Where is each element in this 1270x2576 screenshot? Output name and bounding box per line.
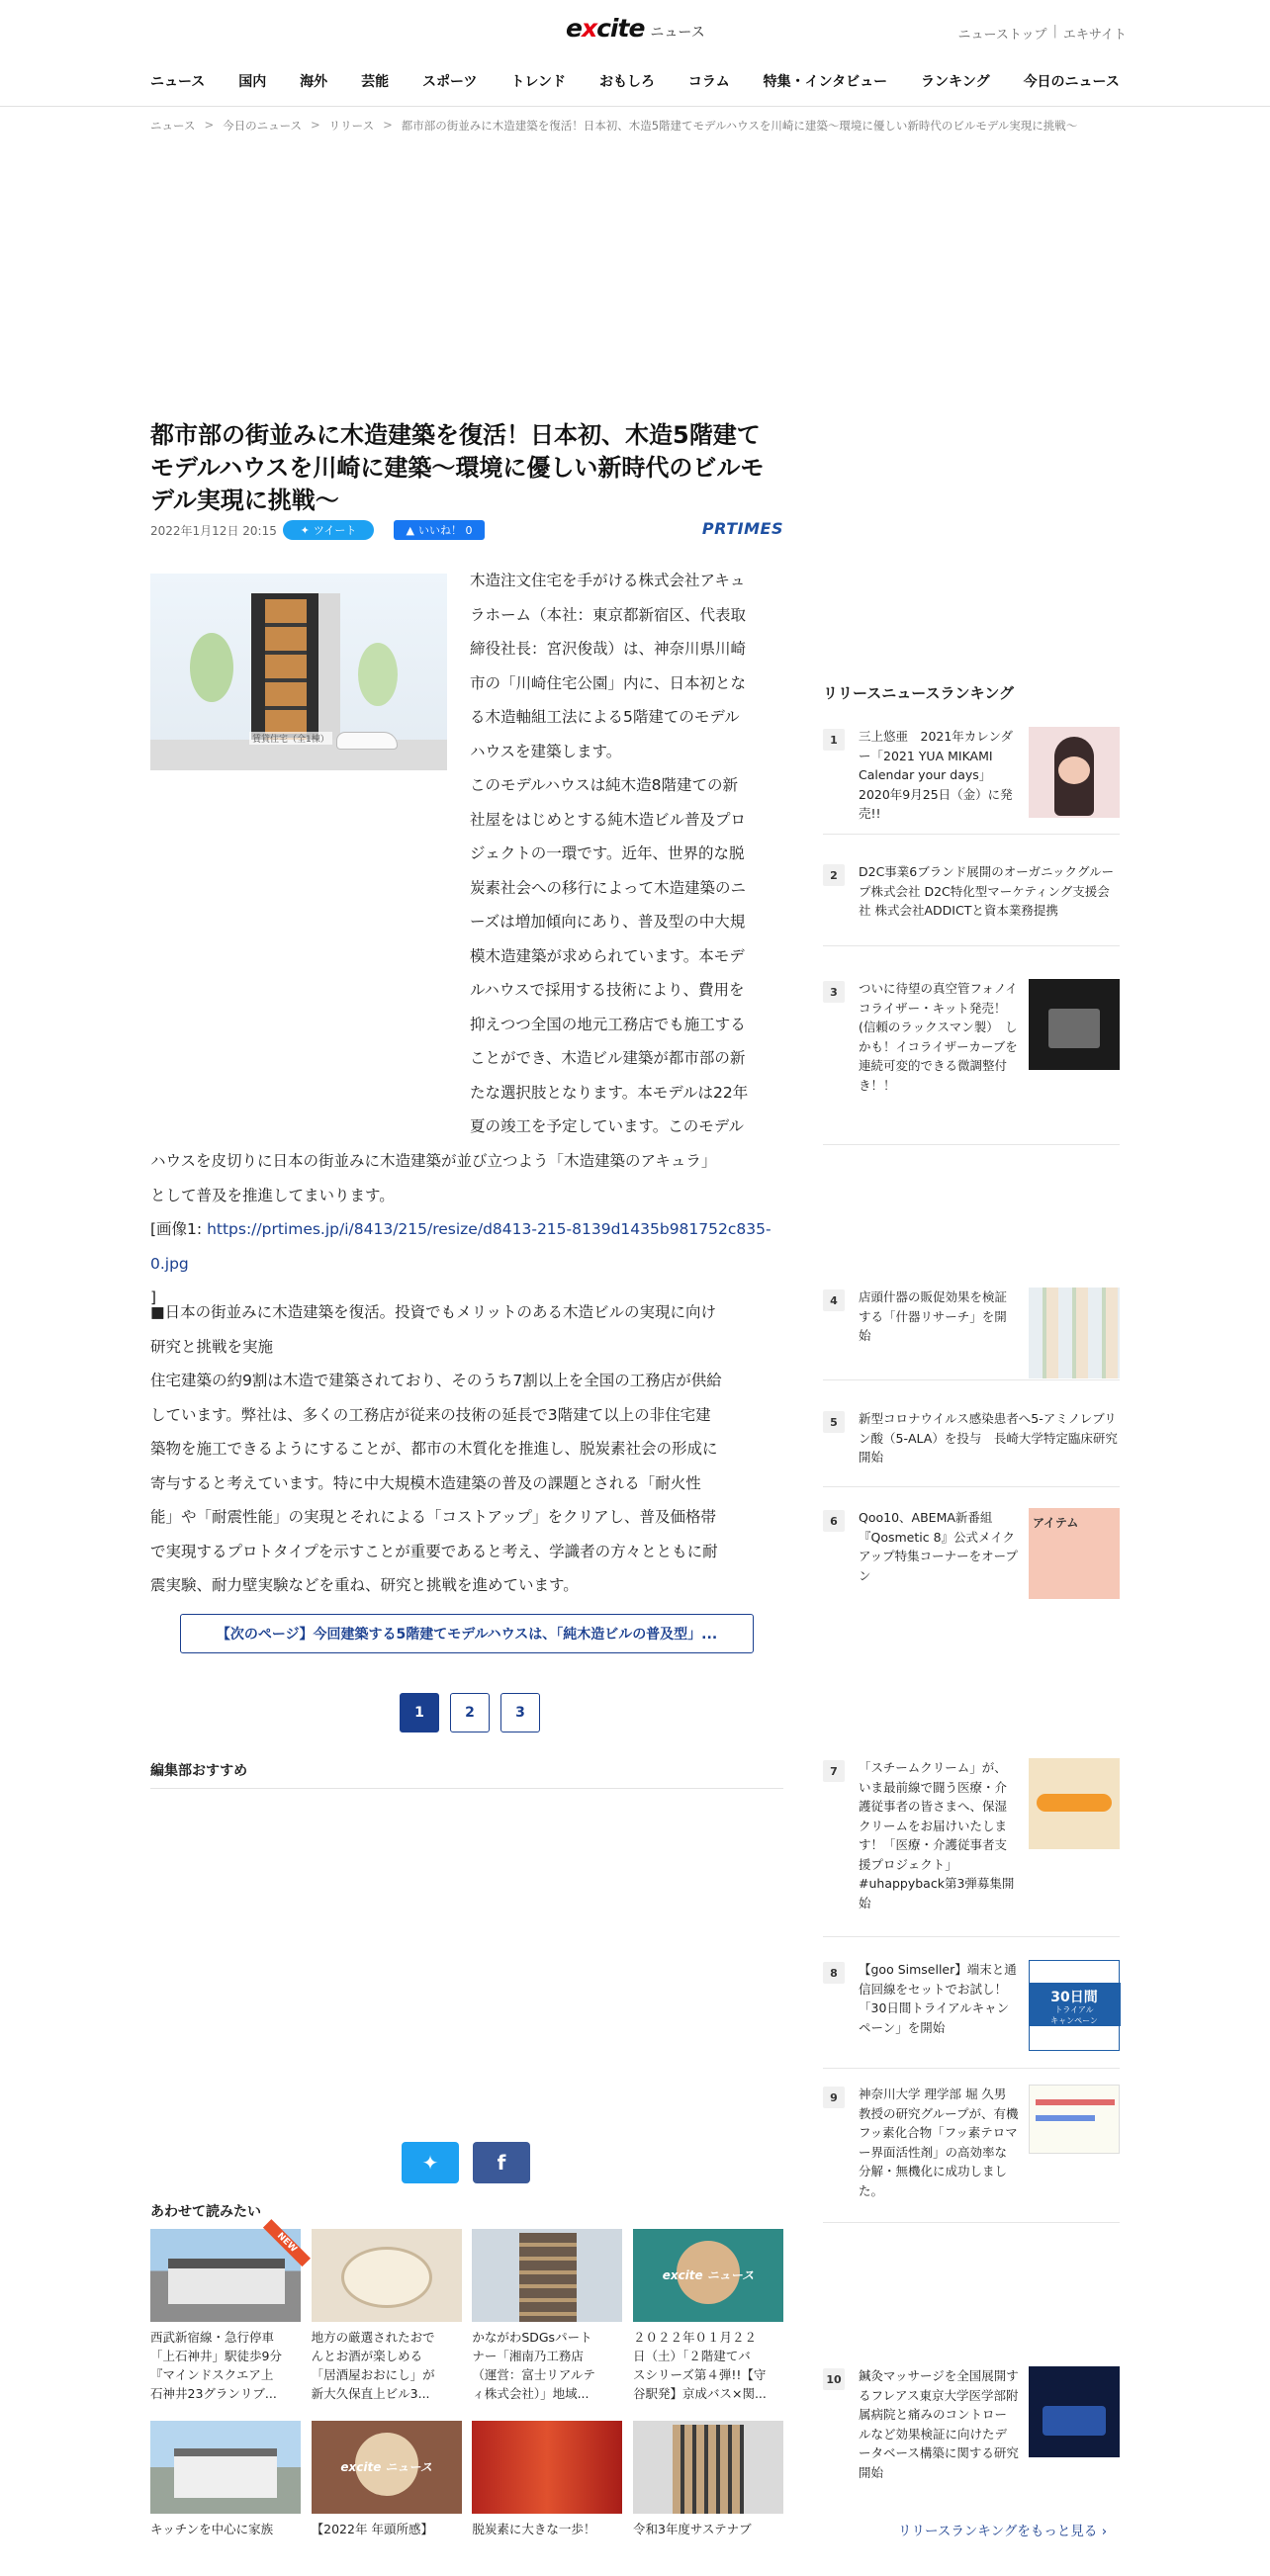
ranking-item-6[interactable]: [823, 1508, 1120, 1617]
rank-text: 新型コロナウイルス感染患者へ5-アミノレブリン酸（5-ALA）を投与 長崎大学特定臨床研究開始: [859, 1411, 1118, 1465]
rank-thumbnail: [1029, 2366, 1120, 2457]
text-line: 炭素社会への移行によって木造建築のニ: [470, 878, 747, 897]
excite-watermark: excite ニュース: [662, 2268, 755, 2282]
prtimes-logo[interactable]: PRTIMES: [701, 519, 783, 538]
related-card[interactable]: [150, 2421, 301, 2576]
related-thumbnail: [633, 2421, 783, 2514]
text-line: 模木造建築が求められています。本モデ: [470, 946, 745, 965]
ranking-title: リリースニュースランキング: [823, 684, 1015, 702]
device-shape: [1043, 2406, 1106, 2436]
rank-thumbnail: [1029, 1508, 1120, 1599]
text-line: 締役社長：宮沢俊哉）は、神奈川県川崎: [470, 640, 747, 658]
related-text: ２０２２年０１月２２ 日（土）「２階建てバ スシリーズ第４弾!!【守 谷駅発】京成バス×関...: [632, 2330, 767, 2401]
rank-thumbnail: [1029, 2085, 1120, 2154]
rank-thumbnail: [1029, 1758, 1120, 1849]
article-title: 都市部の街並みに木造建築を復活！日本初、木造5階建てモデルハウスを川崎に建築～環境に優しい新時代のビルモデル実現に挑戦～: [150, 421, 765, 514]
nav-entertainment[interactable]: 芸能: [361, 74, 390, 90]
section-heading-line: ■日本の街並みに木造建築を復活。投資でもメリットのある木造ビルの実現に向け: [150, 1303, 717, 1321]
editor-pick-heading: 編集部おすすめ: [150, 1763, 248, 1779]
related-text: 脱炭素に大きな一歩！: [472, 2522, 596, 2536]
text-line: 能」や「耐震性能」の実現とそれによる「コストアップ」をクリアし、普及価格帯: [150, 1508, 716, 1526]
article-date: 2022年1月12日 20:15: [150, 524, 277, 538]
text-line: ジェクトの一環です。近年、世界的な脱: [470, 844, 745, 862]
rank-number: 10: [823, 2368, 845, 2390]
text-line: 抑えつつ全国の地元工務店でも施工する: [470, 1015, 746, 1033]
rank-number: 3: [823, 981, 845, 1003]
rank-number: 6: [823, 1510, 845, 1532]
related-text: 地方の厳選されたおで んとお酒が楽しめる 「居酒屋おおにし」が 新大久保直上ビル3...: [311, 2330, 435, 2401]
excite-link[interactable]: エキサイト: [1062, 28, 1127, 43]
nav-feature[interactable]: 特集・インタビュー: [763, 74, 888, 90]
share-twitter-button[interactable]: [402, 2142, 459, 2183]
face-shape: [1058, 756, 1090, 784]
image-ref-prefix: [画像1:: [150, 1220, 208, 1238]
rank-text: 店頭什器の販促効果を検証する「什器リサーチ」を開始: [859, 1289, 1008, 1343]
tweet-label: ツイート: [313, 524, 357, 537]
ranking-item-2[interactable]: [823, 862, 1120, 946]
like-button[interactable]: [394, 520, 485, 540]
related-row-2: [150, 2421, 783, 2576]
nav-domestic[interactable]: 国内: [238, 74, 267, 90]
logo-sub: ニュース: [650, 25, 705, 41]
article-meta: [150, 519, 783, 541]
related-card[interactable]: [472, 2229, 622, 2401]
global-nav: [150, 71, 1120, 91]
related-text: 令和3年度サステナブ: [632, 2522, 752, 2536]
pagination: [400, 1693, 540, 1732]
house-shape: [168, 2259, 285, 2304]
thumb-label: 30日間: [1050, 1990, 1098, 2005]
nav-overseas[interactable]: 海外: [300, 74, 328, 90]
separator: |: [1052, 24, 1057, 39]
top-links: [958, 24, 1127, 43]
section-heading-line: 研究と挑戦を実施: [150, 1337, 274, 1356]
thumb-label: アイテム: [1033, 1516, 1079, 1530]
breadcrumb-arrow: >: [311, 118, 320, 132]
ranking-item-5[interactable]: [823, 1409, 1120, 1487]
site-header: [0, 0, 1270, 107]
text-line: 震実験、耐力壁実験などを重ね、研究と挑戦を進めています。: [150, 1576, 579, 1594]
thumb-sublabel: トライアル キャンペーン: [1050, 2005, 1098, 2025]
rank-text: 【goo Simseller】端末と通信回線をセットでお試し！「30日間トライアルキャンペーン」を開始: [859, 1962, 1017, 2035]
image-caption: 賃貸住宅（全1棟）: [249, 732, 332, 745]
related-thumbnail: [633, 2229, 783, 2322]
related-text: かながわSDGsパート ナー「湘南乃工務店 （運営：富士リアルテ ィ株式会社）」地域...: [472, 2330, 595, 2401]
text-line: 寄与すると考えています。特に中大規模木造建築の普及の課題とされる「耐火性: [150, 1473, 701, 1492]
more-label: リリースランキングをもっと見る: [898, 2524, 1098, 2539]
rank-number: 1: [823, 729, 845, 751]
excite-logo[interactable]: [566, 14, 705, 47]
related-card[interactable]: [312, 2421, 462, 2576]
ranking-item-10[interactable]: [823, 2366, 1120, 2485]
breadcrumb-release[interactable]: リリース: [328, 119, 375, 133]
breadcrumb: [150, 118, 1077, 133]
nav-news[interactable]: ニュース: [150, 74, 206, 90]
related-thumbnail: [312, 2421, 462, 2514]
twitter-bird-icon: ✦: [300, 523, 310, 537]
text-line: ハウスを建築します。: [470, 742, 622, 760]
text-line: 住宅建築の約9割は木造で建築されており、そのうち7割以上を全国の工務店が供給: [150, 1372, 722, 1389]
rank-text: ついに待望の真空管フォノイコライザー・キット発売！(信頼のラックスマン製） しかも！イコライザーカーブを連続可変的できる微調整付き！！: [859, 981, 1018, 1093]
rank-thumbnail: [1029, 1288, 1120, 1378]
nav-funny[interactable]: おもしろ: [598, 74, 655, 90]
car: [336, 732, 398, 750]
nav-today[interactable]: 今日のニュース: [1023, 74, 1120, 90]
rank-text: 神奈川大学 理学部 堀 久男 教授の研究グループが、有機フッ素化合物「フッ素テロマー界面活性剤」の高効率な分解・無機化に成功しました。: [859, 2087, 1019, 2198]
page-3[interactable]: 3: [500, 1693, 540, 1732]
text-line: たな選択肢となります。本モデルは22年: [470, 1083, 749, 1102]
text-line: 市の「川崎住宅公園」内に、日本初とな: [470, 673, 747, 692]
text-line: ラホーム（本社：東京都新宿区、代表取: [470, 605, 747, 624]
rank-text: 三上悠亜 2021年カレンダー「2021 YUA MIKAMI Calendar your days」2020年9月25日（金）に発売!!: [859, 729, 1013, 821]
rank-number: 5: [823, 1411, 845, 1433]
related-thumbnail: [150, 2229, 301, 2322]
rank-text: 鍼灸マッサージを全国展開するフレアス東京大学医学部附属病院と痛みのコントロールなど効果検証に向けたデータベース構築に関する研究開始: [859, 2368, 1019, 2480]
tree: [190, 633, 233, 702]
excite-watermark: excite ニュース: [340, 2460, 432, 2474]
related-thumbnail: [312, 2229, 462, 2322]
building-wood-facade: [265, 599, 307, 740]
related-text: 西武新宿線・急行停車 「上石神井」駅徒歩9分 『マインドスクエア上 石神井23グランリブ...: [150, 2330, 282, 2401]
text-line: 社屋をはじめとする純木造ビル普及プロ: [470, 810, 747, 829]
oden-bowl: [341, 2247, 432, 2308]
tweet-button[interactable]: [283, 520, 374, 540]
thumbs-up-icon: ▲: [406, 523, 414, 537]
text-line: ことができ、木造ビル建築が都市部の新: [470, 1049, 746, 1067]
text-line: 夏の竣工を予定しています。このモデル: [470, 1117, 744, 1135]
image-ref-suffix: ]: [150, 1288, 157, 1306]
share-facebook-button[interactable]: [473, 2142, 530, 2183]
like-label: いいね！ 0: [417, 524, 473, 537]
rank-number: 4: [823, 1289, 845, 1311]
ranking-item-3[interactable]: [823, 979, 1120, 1145]
image-ref-link[interactable]: https://prtimes.jp/i/8413/215/resize/d8413-215-8139d1435b981752c835-0.jpg: [150, 1220, 771, 1273]
related-card[interactable]: [311, 2229, 462, 2401]
related-card[interactable]: [472, 2421, 622, 2576]
text-line: 木造注文住宅を手がける株式会社アキュ: [470, 572, 746, 589]
facebook-f-icon: f: [497, 2151, 506, 2175]
news-top-link[interactable]: ニューストップ: [957, 28, 1047, 43]
article-section-2: [150, 1295, 784, 1603]
related-thumbnail: [472, 2229, 622, 2322]
nav-sports[interactable]: スポーツ: [422, 74, 478, 90]
rank-thumbnail: [1029, 1960, 1120, 2051]
text-line: で実現するプロトタイプを示すことが重要であると考え、学識者の方々とともに耐: [150, 1542, 718, 1560]
rank-thumbnail: [1029, 727, 1120, 818]
new-badge: NEW: [263, 2219, 311, 2266]
figure-line: [1036, 2115, 1095, 2121]
page-2[interactable]: 2: [450, 1693, 490, 1732]
related-heading: あわせて読みたい: [150, 2204, 261, 2220]
rank-text: Qoo10、ABEMA新番組『Qosmetic 8』公式メイクアップ特集コーナーをオープン: [859, 1510, 1019, 1583]
divider: [150, 1788, 783, 1789]
related-thumbnail: [150, 2421, 301, 2514]
logo-mark: excite: [566, 14, 645, 43]
article-paragraph-1-cont: [150, 1144, 784, 1315]
rank-number: 7: [823, 1760, 845, 1782]
rank-text: D2C事業6ブランド展開のオーガニックグループ株式会社 D2C特化型マーケティング支援会社 株式会社ADDICTと資本業務提携: [859, 864, 1115, 918]
rank-text: 「スチームクリーム」が、いま最前線で闘う医療・介護従事者の皆さまへ、保湿クリームをお届けいたします！「医療・介護従事者支援プロジェクト」#uhappyback第3弾募集開始: [859, 1760, 1015, 1910]
chevron-right-icon: ›: [1101, 2524, 1108, 2539]
tree: [358, 643, 398, 706]
breadcrumb-today[interactable]: 今日のニュース: [223, 119, 303, 133]
ranking-item-4[interactable]: [823, 1288, 1120, 1380]
nav-ranking[interactable]: ランキング: [921, 74, 990, 90]
related-text: 【2022年 年頭所感】: [311, 2522, 433, 2536]
next-page-button[interactable]: 【次のページ】今回建築する5階建てモデルハウスは、「純木造ビルの普及型」...: [180, 1614, 754, 1653]
related-row-1: [150, 2229, 783, 2401]
related-card[interactable]: [150, 2229, 301, 2401]
text-line: として普及を推進してまいります。: [150, 1186, 395, 1204]
house-shape: [174, 2448, 277, 2498]
building-side: [318, 593, 340, 742]
text-line: 築物を施工できるようにすることが、都市の木質化を推進し、脱炭素社会の形成に: [150, 1440, 718, 1458]
twitter-bird-icon: ✦: [421, 2151, 439, 2175]
nav-trend[interactable]: トレンド: [510, 74, 567, 90]
text-line: る木造軸組工法による5階建てのモデル: [470, 708, 740, 726]
rank-number: 8: [823, 1962, 845, 1984]
article-paragraph-1: [470, 564, 784, 1144]
text-line: このモデルハウスは純木造8階建ての新: [470, 776, 739, 794]
page-1[interactable]: 1: [400, 1693, 439, 1732]
text-line: ルハウスで採用する技術により、費用を: [470, 981, 745, 999]
amplifier-shape: [1048, 1009, 1100, 1048]
text-line: ハウスを皮切りに日本の街並みに木造建築が並び立つよう「木造建築のアキュラ」: [150, 1152, 717, 1170]
building-shape: [673, 2425, 744, 2514]
rank-number: 2: [823, 864, 845, 886]
breadcrumb-arrow: >: [204, 118, 215, 132]
text-line: しています。弊社は、多くの工務店が従来の技術の延長で3階建て以上の非住宅建: [150, 1405, 711, 1424]
rank-number: 9: [823, 2087, 845, 2108]
breadcrumb-news[interactable]: ニュース: [150, 119, 196, 133]
ranking-item-1[interactable]: [823, 727, 1120, 835]
ranking-more-link[interactable]: [898, 2520, 1107, 2539]
building-shape: [519, 2233, 577, 2322]
related-card[interactable]: [632, 2229, 783, 2401]
related-thumbnail: [472, 2421, 622, 2514]
ranking-item-7[interactable]: [823, 1758, 1120, 1937]
image-reference: [150, 1212, 784, 1281]
figure-line: [1036, 2099, 1115, 2105]
ranking-item-9[interactable]: [823, 2085, 1120, 2223]
breadcrumb-arrow: >: [383, 118, 393, 132]
banner-shape: [1037, 1794, 1112, 1812]
related-card[interactable]: [633, 2421, 783, 2576]
breadcrumb-current: 都市部の街並みに木造建築を復活！日本初、木造5階建てモデルハウスを川崎に建築～環境に優しい新時代のビルモデル実現に挑戦～: [401, 119, 1078, 133]
related-text: キッチンを中心に家族: [150, 2522, 274, 2536]
ranking-item-8[interactable]: [823, 1960, 1120, 2069]
article-hero-image: [150, 574, 447, 770]
text-line: ーズは増加傾向にあり、普及型の中大規: [470, 913, 746, 931]
rank-thumbnail: [1029, 979, 1120, 1070]
nav-column[interactable]: コラム: [687, 74, 730, 90]
